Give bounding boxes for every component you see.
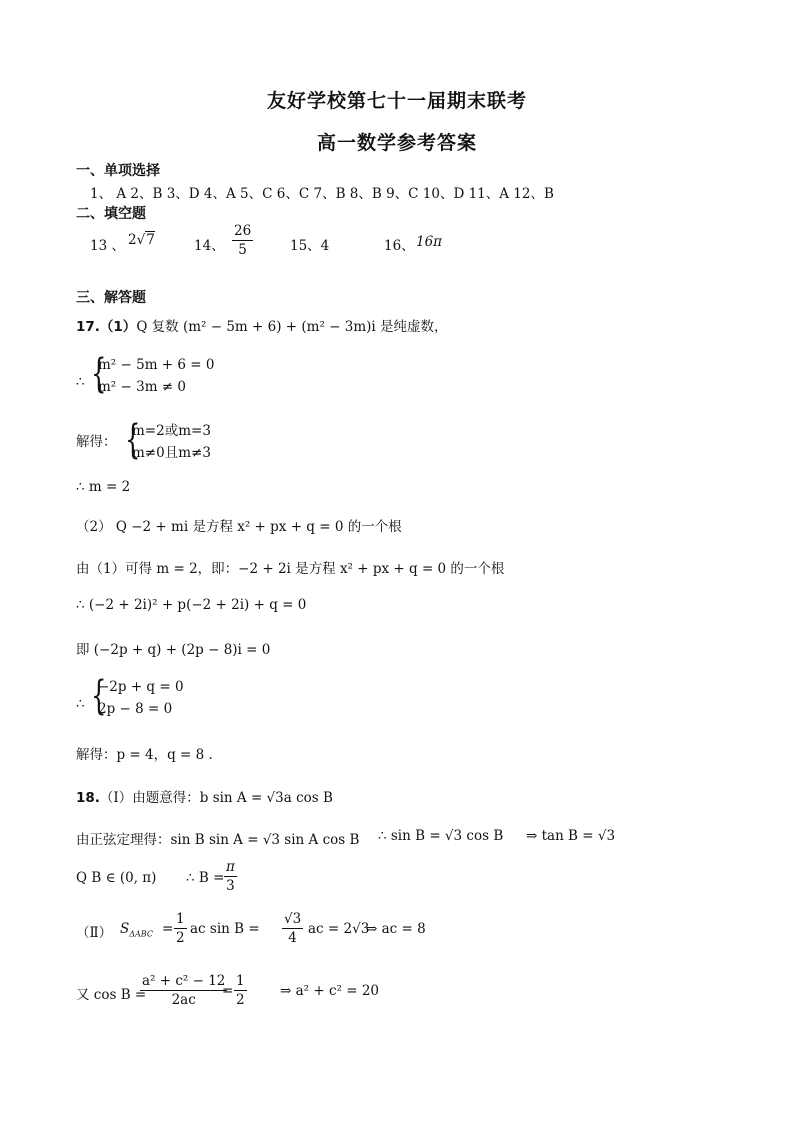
system-row: −2p + q = 0 (98, 679, 184, 695)
fraction-half (234, 972, 247, 1009)
fraction-numerator: 1 (236, 973, 245, 989)
fraction-half (174, 910, 187, 947)
fraction-denominator: 2 (236, 992, 245, 1008)
section-single-choice: 一、单项选择 (76, 163, 160, 179)
therefore-symbol: ∴ (76, 374, 85, 390)
therefore-symbol: ∴ (76, 696, 85, 712)
p18-sine-law: 由正弦定理得：sin B sin A = √3 sin A cos B (76, 832, 360, 848)
area-subscript: ΔABC (129, 929, 153, 939)
equals: = (162, 921, 174, 937)
choice-answers: 1、 A 2、B 3、D 4、A 5、C 6、C 7、B 8、B 9、C 10、D 11、A 12、B (90, 186, 554, 202)
q16-label: 16、 (384, 238, 415, 254)
p18-label: 18. (76, 790, 100, 806)
equals: = (222, 983, 234, 999)
p17-step3: 即 (−2p + q) + (2p − 8)i = 0 (76, 642, 271, 658)
q15-answer: 15、4 (290, 238, 330, 254)
q14-numerator: 26 (234, 223, 252, 239)
p17-solution: 解得：p = 4，q = 8 . (76, 747, 213, 763)
fraction-numerator: a² + c² − 12 (142, 973, 226, 989)
p18-area-mid: ac sin B = (190, 921, 260, 937)
fraction-numerator: √3 (284, 911, 302, 927)
system-row: m≠0且m≠3 (132, 445, 211, 461)
section-solutions: 三、解答题 (76, 290, 146, 306)
q13-answer: 2√7 (128, 232, 155, 248)
p18-sum-result: ⇒ a² + c² = 20 (280, 983, 380, 999)
p18-part2-label: （Ⅱ） (76, 925, 113, 941)
area-S: S (120, 921, 130, 937)
q14-denominator: 5 (238, 242, 247, 258)
p18-line1 (76, 786, 333, 806)
p18-sinB: ∴ sin B = √3 cos B (378, 828, 504, 844)
p18-cos-label: 又 cos B = (76, 987, 147, 1003)
system-row: 2p − 8 = 0 (98, 701, 173, 717)
p18-line2 (76, 828, 616, 848)
p17-part2: （2） Q −2 + mi 是方程 x² + px + q = 0 的一个根 (76, 519, 402, 535)
exam-title: 友好学校第七十一届期末联考 (266, 90, 527, 112)
brace-icon: { (91, 351, 107, 397)
brace-icon: { (91, 673, 107, 719)
brace-icon: { (125, 417, 141, 463)
p17-m-result: ∴ m = 2 (76, 479, 131, 495)
q14-label: 14、 (194, 238, 225, 254)
p18-statement: （Ⅰ）由题意得：b sin A = √3a cos B (99, 790, 333, 806)
p17-statement: Q 复数 (m² − 5m + 6) + (m² − 3m)i 是纯虚数， (136, 319, 448, 335)
q16-answer: 16π (416, 234, 443, 250)
p18-tanB: ⇒ tan B = √3 (526, 828, 616, 844)
fraction-denominator: 4 (288, 930, 297, 946)
p18-B-eq: ∴ B = (186, 870, 225, 886)
p17-step1: 由（1）可得 m = 2，即：−2 + 2i 是方程 x² + px + q = 0 的一个根 (76, 561, 505, 577)
fraction-denominator: 2 (176, 930, 185, 946)
fraction-numerator: 1 (176, 911, 185, 927)
equation-system (88, 351, 215, 398)
fraction-numerator: π (226, 859, 235, 875)
p17-label: 17.（1） (76, 319, 137, 335)
p17-line1 (76, 315, 448, 335)
p18-ac-result: ⇒ ac = 8 (366, 921, 426, 937)
solve-label: 解得： (76, 434, 117, 450)
answer-title: 高一数学参考答案 (316, 132, 477, 154)
p18-area-end: ac = 2√3 (308, 921, 370, 937)
fraction-cosine (140, 972, 227, 1009)
fraction-denominator: 2ac (171, 992, 196, 1008)
p18-B-range: Q B ∈ (0, π) (76, 870, 157, 886)
fraction-denominator: 3 (226, 878, 235, 894)
system-row: m=2或m=3 (132, 423, 211, 439)
section-fill-blank: 二、填空题 (76, 206, 146, 222)
system-row: m² − 3m ≠ 0 (98, 379, 186, 395)
p18-B-fraction (224, 858, 237, 895)
q13-root: 7 (146, 232, 155, 248)
p17-step2: ∴ (−2 + 2i)² + p(−2 + 2i) + q = 0 (76, 597, 307, 613)
equation-system (122, 417, 211, 464)
q14-fraction (232, 222, 253, 259)
equation-system (88, 673, 184, 720)
q13-coef: 2 (128, 232, 137, 248)
system-row: m² − 5m + 6 = 0 (98, 357, 215, 373)
q13-label: 13 、 (90, 238, 125, 254)
p18-area-symbol (120, 921, 153, 939)
fraction-sqrt3-4 (282, 910, 303, 947)
